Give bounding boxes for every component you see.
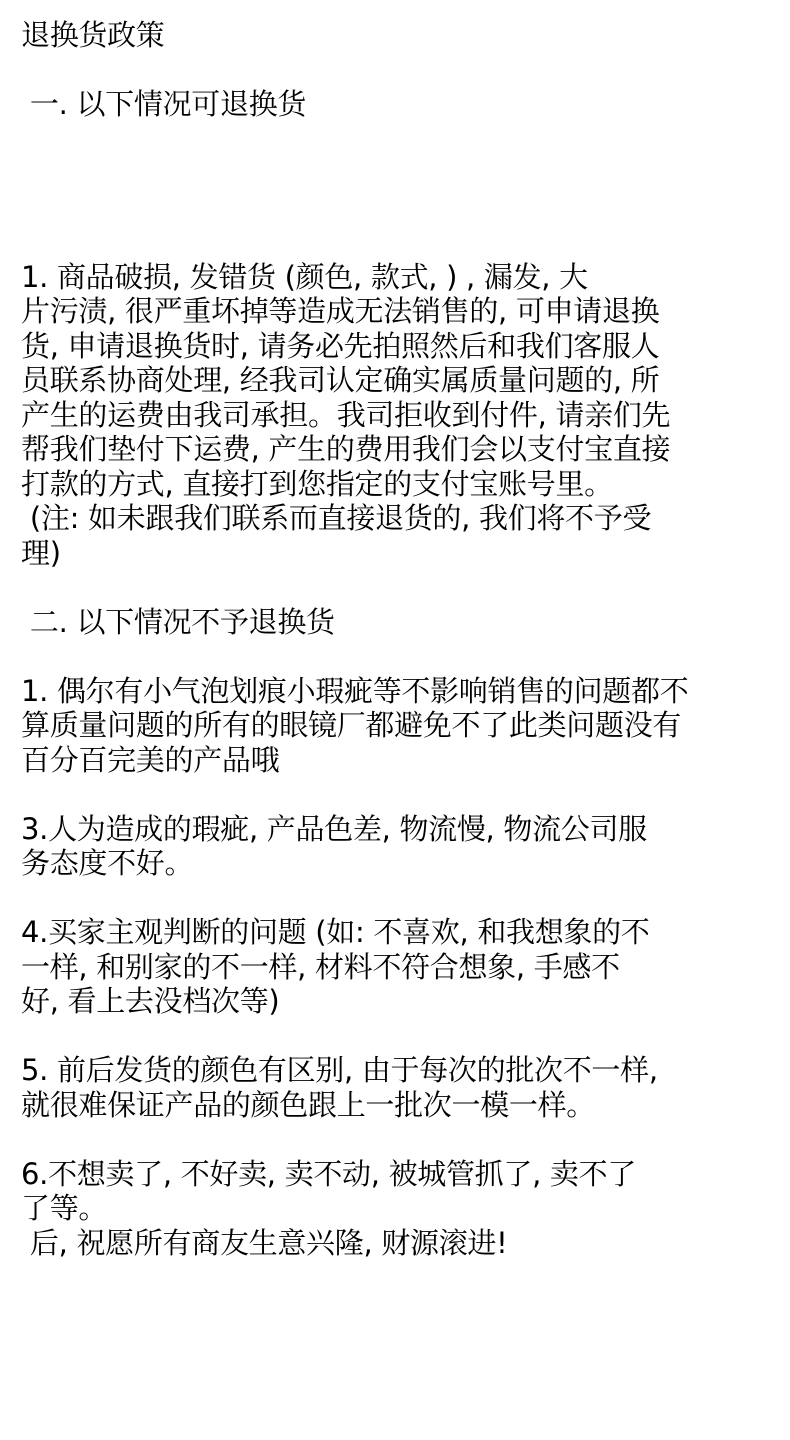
non-returnable-item-5	[21, 1053, 769, 1122]
paragraph-line: 1. 偶尔有小气泡划痕小瑕疵等不影响销售的问题都不	[21, 673, 689, 708]
paragraph-line: 了等。	[21, 1191, 108, 1225]
paragraph-line: 一样, 和别家的不一样, 材料不符合想象, 手感不	[21, 949, 620, 984]
spacer	[21, 777, 769, 812]
paragraph-line: 算质量问题的所有的眼镜厂都避免不了此类问题没有	[21, 708, 682, 742]
spacer	[21, 639, 769, 674]
non-returnable-item-3	[21, 812, 769, 881]
paragraph-line: 货, 申请退换货时, 请务必先拍照然后和我们客服人	[21, 328, 660, 363]
spacer	[21, 122, 769, 260]
paragraph-line: 务态度不好。	[21, 846, 194, 880]
non-returnable-item-1	[21, 674, 769, 778]
paragraph-line: 理)	[21, 535, 61, 570]
spacer	[21, 53, 769, 88]
spacer	[21, 1122, 769, 1157]
policy-document	[21, 18, 769, 1260]
paragraph-line: 员联系协商处理, 经我司认定确实属质量问题的, 所	[21, 363, 660, 397]
returnable-note	[21, 501, 769, 570]
section-heading-returnable: 一. 以下情况可退换货	[21, 87, 307, 121]
paragraph-line: 产生的运费由我司承担。我司拒收到付件, 请亲们先	[21, 397, 671, 432]
paragraph-line: 好, 看上去没档次等)	[21, 984, 280, 1018]
paragraph-line: 6.不想卖了, 不好卖, 卖不动, 被城管抓了, 卖不了	[21, 1156, 637, 1191]
spacer	[21, 881, 769, 916]
paragraph-line: 4.买家主观判断的问题 (如: 不喜欢, 和我想象的不	[21, 915, 650, 949]
spacer	[21, 570, 769, 605]
paragraph-line: (注: 如未跟我们联系而直接退货的, 我们将不予受	[21, 501, 652, 535]
paragraph-line: 打款的方式, 直接打到您指定的支付宝账号里。	[21, 466, 613, 501]
document-title: 退换货政策	[21, 18, 165, 52]
paragraph-line: 5. 前后发货的颜色有区别, 由于每次的批次不一样,	[21, 1053, 658, 1087]
paragraph-line: 帮我们垫付下运费, 产生的费用我们会以支付宝直接	[21, 432, 671, 466]
paragraph-line: 就很难保证产品的颜色跟上一批次一模一样。	[21, 1087, 596, 1122]
paragraph-line: 1. 商品破损, 发错货 (颜色, 款式, ) , 漏发, 大	[21, 259, 588, 294]
non-returnable-item-6	[21, 1157, 769, 1226]
paragraph-line: 百分百完美的产品哦	[21, 742, 280, 777]
paragraph-line: 3.人为造成的瑕疵, 产品色差, 物流慢, 物流公司服	[21, 811, 647, 846]
spacer	[21, 1019, 769, 1054]
paragraph-line: 片污渍, 很严重坏掉等造成无法销售的, 可申请退换	[21, 294, 660, 328]
section-heading-non-returnable: 二. 以下情况不予退换货	[21, 604, 335, 639]
non-returnable-item-4	[21, 915, 769, 1019]
returnable-item-1	[21, 260, 769, 502]
closing-line: 后, 祝愿所有商友生意兴隆, 财源滚进!	[21, 1225, 508, 1260]
